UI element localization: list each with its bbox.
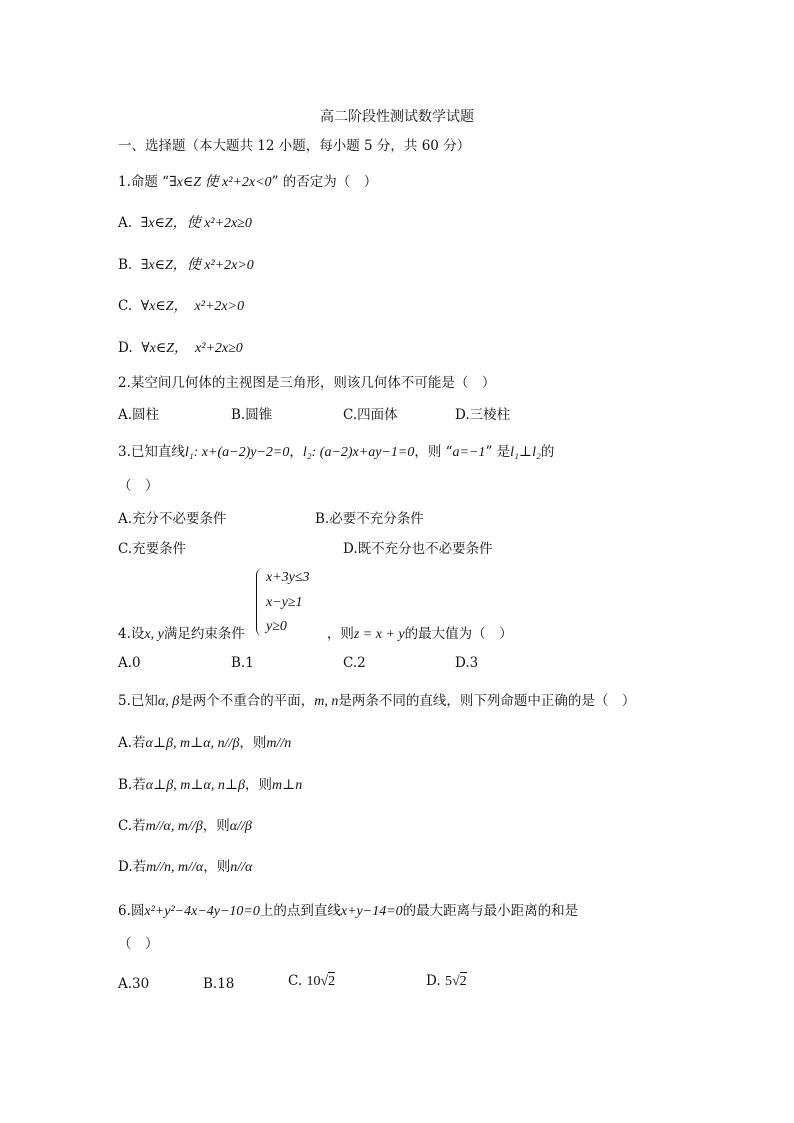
q6-option-b bbox=[203, 978, 234, 992]
question-5 bbox=[118, 695, 635, 709]
q3-option-d: D.既不充分也不必要条件 bbox=[343, 541, 493, 557]
q5-lines: m, n bbox=[314, 694, 339, 709]
q3-mid: ，则 “ bbox=[414, 444, 453, 460]
q3-condition: a=−1 bbox=[452, 445, 486, 460]
q5-option-c-cond: m//α, m//β bbox=[145, 819, 203, 834]
q4-option-b: B.1 bbox=[231, 655, 254, 671]
q5-option-c-then: ，则 bbox=[202, 818, 230, 834]
question-6 bbox=[118, 905, 578, 919]
question-4 bbox=[118, 628, 513, 642]
q4-vars: x, y bbox=[144, 627, 164, 642]
q5-option-a-cond: α⊥β, m⊥α, n//β bbox=[145, 736, 240, 751]
q1-option-d bbox=[118, 342, 243, 356]
q6-option-c-coef: 10 bbox=[306, 974, 321, 989]
q4-objective: z = x + y bbox=[353, 627, 405, 642]
q6-option-d-label: D. bbox=[426, 973, 441, 989]
q1-option-b-label: B. bbox=[118, 257, 133, 273]
q6-circle: x²+y²−4x−4y−10=0 bbox=[144, 904, 260, 919]
q5-option-b-res: m⊥n bbox=[271, 778, 303, 793]
q5-option-d-res: n//α bbox=[230, 860, 253, 875]
q5-option-b-label: B.若 bbox=[118, 777, 146, 793]
page-title: 高二阶段性测试数学试题 bbox=[320, 109, 474, 125]
q4-mid2: ，则 bbox=[326, 626, 354, 642]
q6-option-d-rad: 2 bbox=[459, 974, 467, 989]
q5-option-d-then: ，则 bbox=[203, 859, 231, 875]
q5-option-c-label: C.若 bbox=[118, 818, 146, 834]
question-1 bbox=[118, 176, 377, 190]
q5-option-d bbox=[118, 861, 252, 875]
q1-proposition: ∃x∈Z 使 x²+2x<0 bbox=[169, 175, 272, 190]
sqrt-icon: √ bbox=[320, 974, 329, 989]
q2-option-c: C.四面体 bbox=[343, 407, 398, 423]
q1-option-c bbox=[118, 300, 244, 314]
q3-line-1: l₁: x+(a−2)y−2=0 bbox=[184, 445, 290, 460]
q3-option-b: B.必要不充分条件 bbox=[315, 511, 424, 527]
q5-option-d-cond: m//n, m//α bbox=[146, 860, 204, 875]
q5-option-a bbox=[118, 737, 291, 751]
section-heading: 一、选择题（本大题共 12 小题，每小题 5 分，共 60 分） bbox=[118, 138, 471, 154]
q1-option-d-label: D. bbox=[118, 340, 133, 356]
q1-option-c-text: ∀x∈Z， x²+2x>0 bbox=[140, 299, 245, 314]
q1-option-b bbox=[118, 259, 254, 273]
q6-option-b-label: B. bbox=[203, 976, 218, 992]
q6-option-d bbox=[426, 975, 467, 989]
q1-post: ” 的否定为（ ） bbox=[271, 174, 378, 190]
q5-pre: 5.已知 bbox=[118, 693, 158, 709]
q4-constraint-1: x+3y≤3 bbox=[266, 570, 310, 585]
q6-line: x+y−14=0 bbox=[340, 904, 403, 919]
q3-post: 的 bbox=[540, 444, 555, 460]
q3-paren: （ ） bbox=[118, 478, 159, 494]
q6-paren: （ ） bbox=[118, 936, 159, 952]
q5-option-b-cond: α⊥β, m⊥α, n⊥β bbox=[145, 778, 245, 793]
q4-pre: 4.设 bbox=[118, 626, 145, 642]
q1-pre: 1.命题 “ bbox=[118, 174, 170, 190]
q3-pre: 3.已知直线 bbox=[118, 444, 185, 460]
q5-option-c-res: α//β bbox=[229, 819, 252, 834]
q6-option-b-val: 18 bbox=[217, 976, 235, 992]
q3-sep: ， bbox=[289, 444, 303, 460]
q1-option-c-label: C. bbox=[118, 298, 133, 314]
sqrt-icon: √ bbox=[451, 974, 460, 989]
q5-option-d-label: D.若 bbox=[118, 859, 147, 875]
q6-post: 的最大距离与最小距离的和是 bbox=[402, 903, 579, 919]
q4-constraint-2: x−y≥1 bbox=[266, 595, 303, 610]
q4-option-d: D.3 bbox=[455, 655, 479, 671]
q5-option-a-res: m//n bbox=[266, 736, 292, 751]
q4-option-c: C.2 bbox=[343, 655, 366, 671]
q1-option-a bbox=[118, 217, 252, 231]
q6-mid: 上的点到直线 bbox=[259, 903, 341, 919]
q5-option-a-label: A.若 bbox=[118, 735, 146, 751]
q5-option-c bbox=[118, 820, 252, 834]
q5-option-b bbox=[118, 779, 302, 793]
q5-post: 是两条不同的直线，则下列命题中正确的是（ ） bbox=[338, 693, 636, 709]
q4-post: 的最大值为（ ） bbox=[404, 626, 513, 642]
q3-option-c: C.充要条件 bbox=[118, 541, 187, 557]
q4-mid: 满足约束条件 bbox=[163, 626, 245, 642]
q1-option-d-text: ∀x∈Z， x²+2x≥0 bbox=[141, 341, 243, 356]
q3-option-a: A.充分不必要条件 bbox=[118, 511, 227, 527]
question-3 bbox=[118, 446, 554, 460]
q2-option-a: A.圆柱 bbox=[118, 407, 160, 423]
q5-option-a-then: ，则 bbox=[239, 735, 267, 751]
q3-mid2: ” 是 bbox=[485, 444, 511, 460]
q1-option-a-text: ∃x∈Z，使 x²+2x≥0 bbox=[140, 216, 252, 231]
q5-mid: 是两个不重合的平面， bbox=[179, 693, 315, 709]
q6-option-c-rad: 2 bbox=[328, 974, 336, 989]
q6-option-a bbox=[118, 978, 149, 992]
q5-planes: α, β bbox=[157, 694, 180, 709]
q6-option-c-label: C. bbox=[288, 973, 303, 989]
q5-option-b-then: ，则 bbox=[244, 777, 272, 793]
q2-option-b: B.圆锥 bbox=[231, 407, 273, 423]
q2-option-d: D.三棱柱 bbox=[455, 407, 511, 423]
q6-pre: 6.圆 bbox=[118, 903, 145, 919]
q1-option-a-label: A. bbox=[118, 215, 133, 231]
q6-option-a-val: 30 bbox=[132, 976, 150, 992]
q6-option-a-label: A. bbox=[118, 976, 133, 992]
q3-line-2: l₂: (a−2)x+ay−1=0 bbox=[302, 445, 415, 460]
q6-option-d-coef: 5 bbox=[444, 974, 452, 989]
q1-option-b-text: ∃x∈Z，使 x²+2x>0 bbox=[140, 258, 254, 273]
q4-option-a: A.0 bbox=[118, 655, 141, 671]
q4-system-brace bbox=[256, 568, 265, 636]
question-2: 2.某空间几何体的主视图是三角形，则该几何体不可能是（ ） bbox=[118, 375, 496, 391]
q3-perpendicular: l₁⊥l₂ bbox=[510, 445, 541, 460]
q4-constraint-3: y≥0 bbox=[266, 619, 287, 634]
q6-option-c bbox=[288, 975, 335, 989]
